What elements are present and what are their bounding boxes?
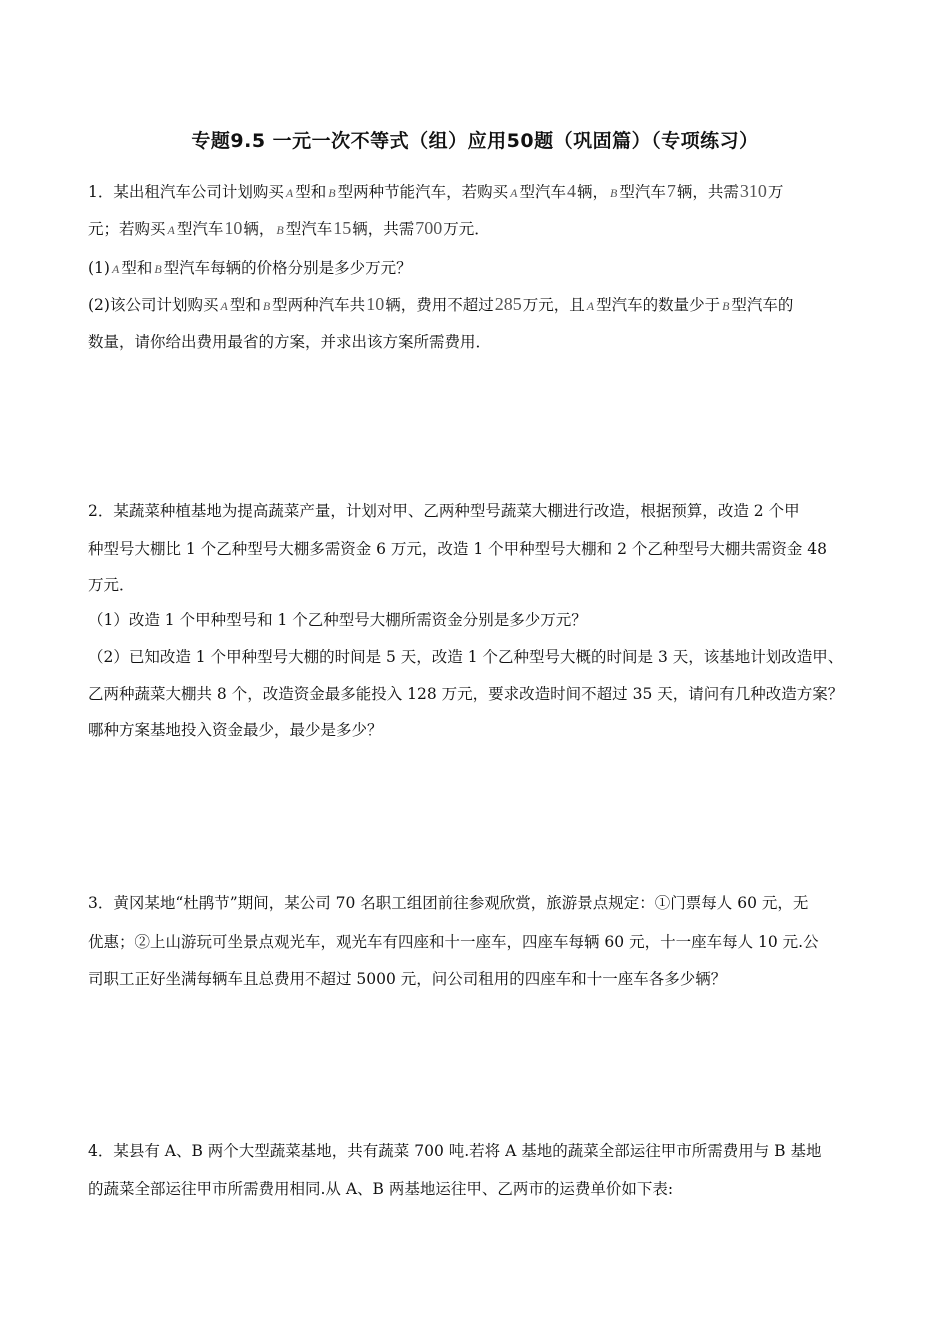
q4-line-2: 的蔬菜全部运往甲市所需费用相同.从 A、B 两基地运往甲、乙两市的运费单价如下表: <box>88 1180 674 1198</box>
math-B: B <box>609 186 618 200</box>
text: 型和 <box>295 183 327 201</box>
q4-line-1: 4．某县有 A、B 两个大型蔬菜基地，共有蔬菜 700 吨.若将 A 基地的蔬菜全部运往甲市所需费用与 B 基地 <box>88 1142 822 1160</box>
q2-line-1: 2．某蔬菜种植基地为提高蔬菜产量，计划对甲、乙两种型号蔬菜大棚进行改造，根据预算，改造 2 个甲 <box>88 502 800 520</box>
text: 型汽车的 <box>731 296 794 314</box>
q2-line-7: 哪种方案基地投入资金最少，最少是多少？ <box>88 721 383 739</box>
text: (2)该公司计划购买 <box>88 296 219 314</box>
q3-line-2: 优惠；②上山游玩可坐景点观光车，观光车有四座和十一座车，四座车每辆 60 元，十一座车每人 10 元.公 <box>88 933 819 951</box>
q1-line-2 <box>88 217 868 239</box>
q2-line-3: 万元． <box>88 576 135 594</box>
math-B: B <box>328 186 336 200</box>
math-B: B <box>276 223 284 237</box>
q1-line-5: 数量，请你给出费用最省的方案，并求出该方案所需费用． <box>88 333 492 351</box>
q2-line-2: 种型号大棚比 1 个乙种型号大棚多需资金 6 万元，改造 1 个甲种型号大棚和 2 个乙种型号大棚共需资金 48 <box>88 540 828 558</box>
math-number: 7 <box>666 181 676 201</box>
q1-line-3 <box>88 256 868 278</box>
text: 辆， <box>576 183 608 201</box>
math-A: A <box>586 299 595 313</box>
math-A: A <box>111 262 120 276</box>
math-B: B <box>722 299 730 313</box>
math-number: 10 <box>224 218 243 238</box>
text: 型汽车 <box>176 220 224 238</box>
text: 辆，费用不超过 <box>385 296 494 314</box>
text: 型汽车的数量少于 <box>596 296 721 314</box>
document-title: 专题9.5 一元一次不等式（组）应用50题（巩固篇）（专项练习） <box>191 130 759 152</box>
math-B: B <box>154 262 162 276</box>
q2-line-4: （1）改造 1 个甲种型号和 1 个乙种型号大棚所需资金分别是多少万元？ <box>88 611 587 629</box>
text: 型两种汽车共 <box>272 296 366 314</box>
text: 1．某出租汽车公司计划购买 <box>88 183 284 201</box>
text: 万元． <box>443 220 490 238</box>
math-number: 700 <box>415 218 443 238</box>
q3-line-3: 司职工正好坐满每辆车且总费用不超过 5000 元，问公司租用的四座车和十一座车各多少辆？ <box>88 970 727 988</box>
math-number: 310 <box>739 181 767 201</box>
text: 辆，共需 <box>352 220 415 238</box>
text: 万元，且 <box>522 296 585 314</box>
math-B: B <box>262 299 271 313</box>
q2-line-5: （2）已知改造 1 个甲种型号大棚的时间是 5 天，改造 1 个乙种型号大概的时间是 3 天，该基地计划改造甲、 <box>88 648 844 666</box>
q1-line-1 <box>88 180 868 202</box>
text: 型汽车 <box>619 183 666 201</box>
q1-line-4 <box>88 293 868 315</box>
text: 辆，共需 <box>676 183 739 201</box>
math-number: 285 <box>494 294 522 314</box>
math-A: A <box>285 186 294 200</box>
math-number: 4 <box>566 181 576 201</box>
math-number: 15 <box>333 218 352 238</box>
text: 型两种节能汽车，若购买 <box>337 183 509 201</box>
text: 型和 <box>121 259 153 277</box>
text: 型汽车每辆的价格分别是多少万元？ <box>163 259 412 277</box>
text: 型和 <box>229 296 261 314</box>
math-number: 10 <box>366 294 385 314</box>
q3-line-1: 3．黄冈某地“杜鹃节”期间，某公司 70 名职工组团前往参观欣赏，旅游景点规定：①门票每人 60 元，无 <box>88 894 809 912</box>
math-A: A <box>510 186 518 200</box>
text: 元；若购买 <box>88 220 166 238</box>
text: 型汽车 <box>285 220 333 238</box>
text: 万 <box>767 183 784 201</box>
q2-line-6: 乙两种蔬菜大棚共 8 个，改造资金最多能投入 128 万元，要求改造时间不超过 35 天，请问有几种改造方案？ <box>88 685 844 703</box>
text: 辆， <box>243 220 275 238</box>
text: (1) <box>88 259 110 277</box>
math-A: A <box>220 299 228 313</box>
math-A: A <box>167 223 175 237</box>
text: 型汽车 <box>519 183 566 201</box>
